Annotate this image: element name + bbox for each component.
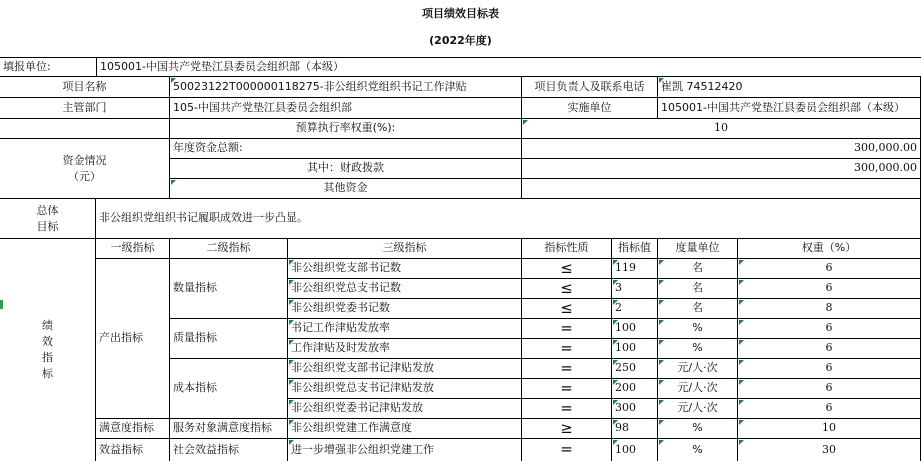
funds-total-value: 300,000.00 (522, 139, 921, 159)
indicator-weight: 30 (738, 439, 921, 461)
indicator-name: 书记工作津贴发放率 (288, 319, 522, 339)
filler-value: 105001-中国共产党垫江县委员会组织部（本级） (96, 57, 921, 77)
project-name-label: 项目名称 (0, 77, 170, 98)
level2-service-satisfaction: 服务对象满意度指标 (170, 419, 288, 439)
filler-label: 填报单位: (0, 57, 96, 77)
header-nature: 指标性质 (522, 239, 612, 259)
header-level2: 二级指标 (170, 239, 288, 259)
performance-indicators-label (0, 239, 96, 461)
project-leader-label: 项目负责人及联系电话 (522, 77, 658, 98)
perf-char-2: 效 (42, 335, 53, 349)
indicator-unit: 元/人·次 (658, 359, 738, 379)
header-unit: 度量单位 (658, 239, 738, 259)
indicator-unit: 名 (658, 299, 738, 319)
indicator-weight: 6 (738, 259, 921, 279)
level2-quantity: 数量指标 (170, 259, 288, 319)
level2-social-benefit: 社会效益指标 (170, 439, 288, 461)
indicator-value: 3 (612, 279, 658, 299)
sheet-year: (2022年度) (429, 33, 492, 47)
indicator-operator: ≤ (522, 299, 612, 319)
indicator-unit: % (658, 419, 738, 439)
indicator-name: 非公组织党建工作满意度 (288, 419, 522, 439)
indicator-operator: = (522, 359, 612, 379)
indicator-name: 非公组织党支部书记数 (288, 259, 522, 279)
level1-output: 产出指标 (96, 259, 170, 419)
indicator-value: 100 (612, 439, 658, 461)
funds-label-line1: 资金情况 (62, 153, 107, 167)
funds-label-line2: （元） (68, 169, 101, 183)
indicator-value: 2 (612, 299, 658, 319)
perf-char-3: 指 (42, 351, 53, 364)
indicator-weight: 10 (738, 419, 921, 439)
perf-char-1: 绩 (42, 319, 53, 333)
level2-cost: 成本指标 (170, 359, 288, 419)
goal-label-line1: 总体 (36, 203, 59, 217)
funds-other-value (522, 179, 921, 199)
indicator-weight: 6 (738, 379, 921, 399)
budget-weight-blank (0, 119, 170, 139)
level1-benefit: 效益指标 (96, 439, 170, 461)
overall-goal-text: 非公组织党组织书记履职成效进一步凸显。 (96, 199, 921, 239)
indicator-weight: 6 (738, 279, 921, 299)
indicator-weight: 6 (738, 319, 921, 339)
dept-label: 主管部门 (0, 98, 170, 119)
funds-label (0, 139, 170, 199)
indicator-value: 100 (612, 339, 658, 359)
indicator-operator: ≤ (522, 259, 612, 279)
indicator-operator: = (522, 379, 612, 399)
project-name-value: 50023122T000000118275-非公组织党组织书记工作津贴 (170, 77, 522, 98)
indicator-name: 进一步增强非公组织党建工作 (288, 439, 522, 461)
indicator-name: 工作津贴及时发放率 (288, 339, 522, 359)
indicator-operator: = (522, 399, 612, 419)
indicator-weight: 8 (738, 299, 921, 319)
dept-value: 105-中国共产党垫江县委员会组织部 (170, 98, 522, 119)
indicator-weight: 6 (738, 339, 921, 359)
indicator-unit: % (658, 319, 738, 339)
row-marker (0, 300, 3, 309)
budget-weight-label: 预算执行率权重(%): (170, 119, 522, 139)
indicator-weight: 6 (738, 359, 921, 379)
funds-fiscal-label: 其中：财政拨款 (170, 159, 522, 179)
impl-unit-label: 实施单位 (522, 98, 658, 119)
header-level1: 一级指标 (96, 239, 170, 259)
goal-label-line2: 目标 (36, 219, 59, 233)
header-value: 指标值 (612, 239, 658, 259)
indicator-weight: 6 (738, 399, 921, 419)
indicator-value: 200 (612, 379, 658, 399)
header-weight: 权重（%） (738, 239, 921, 259)
perf-char-4: 标 (42, 366, 53, 380)
funds-total-label: 年度资金总额: (170, 139, 522, 159)
indicator-operator: ≤ (522, 279, 612, 299)
level1-satisfaction: 满意度指标 (96, 419, 170, 439)
sheet-title: 项目绩效目标表 (422, 6, 499, 20)
budget-weight-value: 10 (522, 119, 921, 139)
project-leader-value: 崔凯 74512420 (658, 77, 921, 98)
indicator-unit: 元/人·次 (658, 399, 738, 419)
impl-unit-value: 105001-中国共产党垫江县委员会组织部（本级） (658, 98, 921, 119)
indicator-value: 250 (612, 359, 658, 379)
indicator-operator: = (522, 439, 612, 461)
indicator-name: 非公组织党总支书记数 (288, 279, 522, 299)
indicator-unit: 名 (658, 279, 738, 299)
indicator-name: 非公组织党委书记数 (288, 299, 522, 319)
indicator-operator: = (522, 319, 612, 339)
indicator-name: 非公组织党委书记津贴发放 (288, 399, 522, 419)
funds-other-label: 其他资金 (170, 179, 522, 199)
indicator-operator: ≥ (522, 419, 612, 439)
indicator-name: 非公组织党支部书记津贴发放 (288, 359, 522, 379)
overall-goal-label (0, 199, 96, 239)
indicator-unit: 元/人·次 (658, 379, 738, 399)
indicator-name: 非公组织党总支书记津贴发放 (288, 379, 522, 399)
indicator-unit: 名 (658, 259, 738, 279)
funds-fiscal-value: 300,000.00 (522, 159, 921, 179)
level2-quality: 质量指标 (170, 319, 288, 359)
indicator-value: 300 (612, 399, 658, 419)
indicator-unit: % (658, 339, 738, 359)
indicator-operator: = (522, 339, 612, 359)
indicator-value: 119 (612, 259, 658, 279)
indicator-unit: % (658, 439, 738, 461)
indicator-value: 98 (612, 419, 658, 439)
indicator-value: 100 (612, 319, 658, 339)
header-level3: 三级指标 (288, 239, 522, 259)
